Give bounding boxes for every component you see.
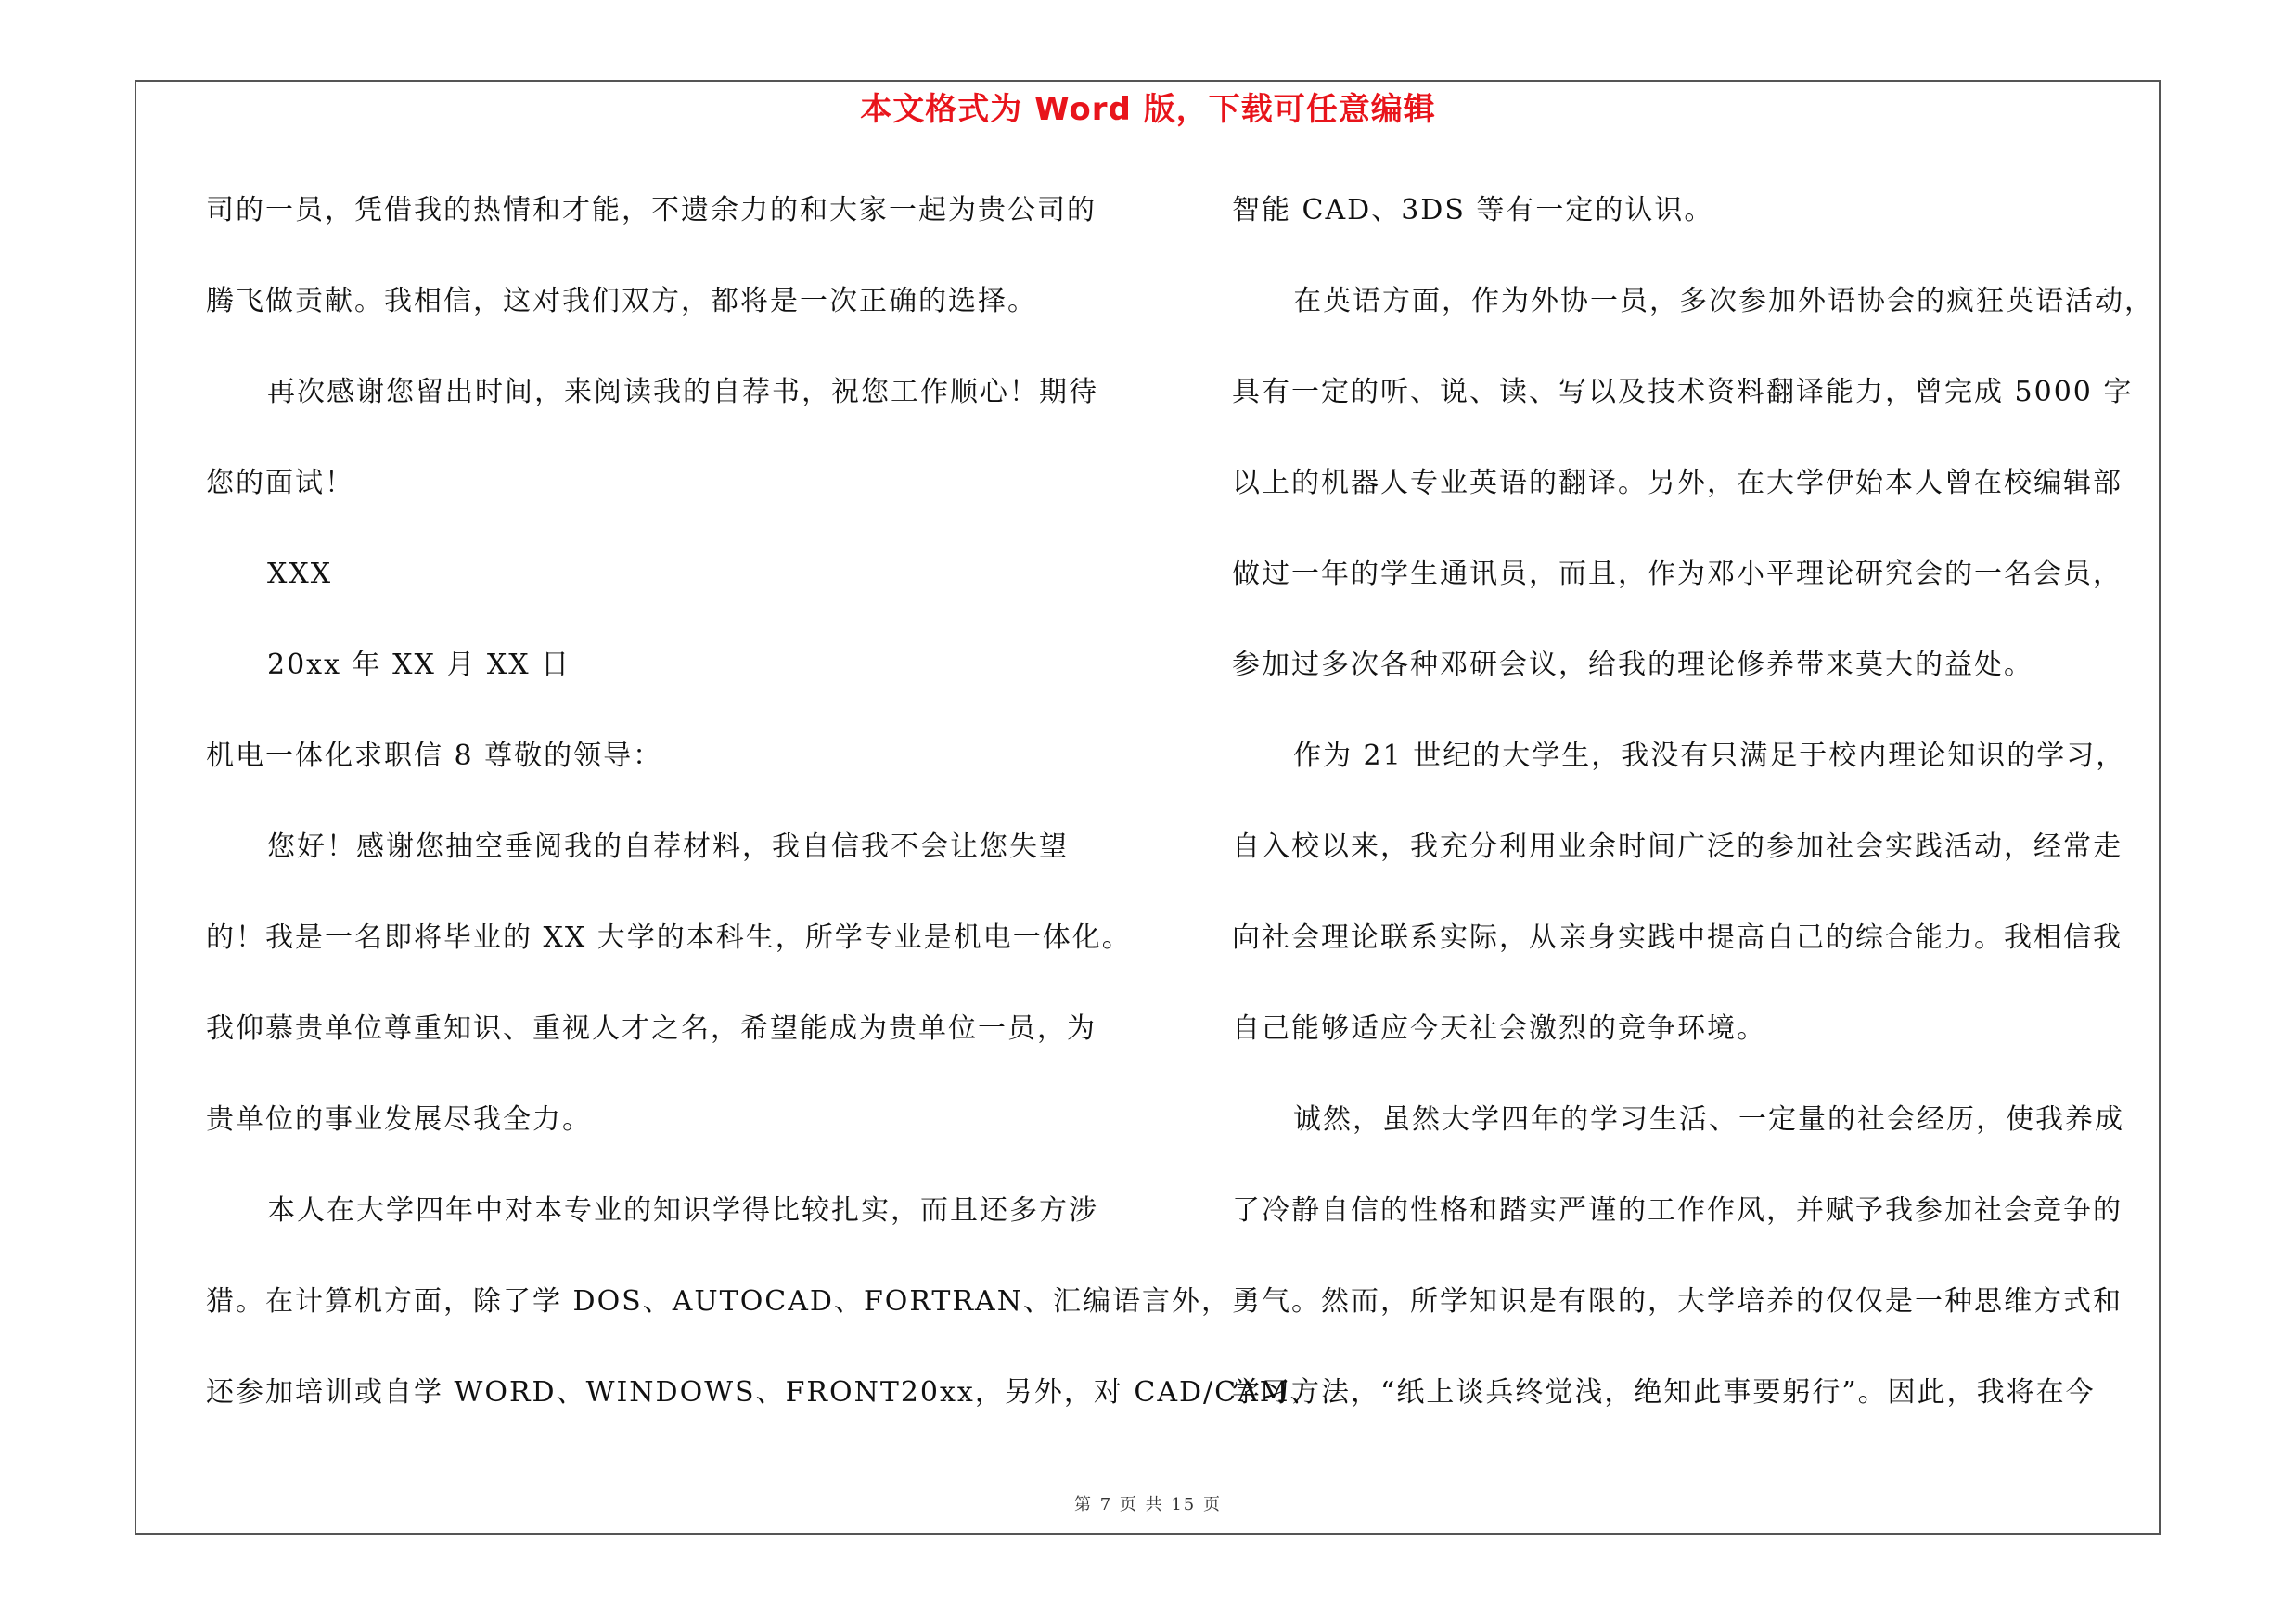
text-line: 贵单位的事业发展尽我全力。 <box>206 1103 592 1136</box>
text-line: 腾飞做贡献。我相信，这对我们双方，都将是一次正确的选择。 <box>206 285 1037 317</box>
text-line: 的！我是一名即将毕业的 XX 大学的本科生，所学专业是机电一体化。 <box>206 921 1132 954</box>
text-line: 20xx 年 XX 月 XX 日 <box>267 649 571 681</box>
text-line: 您好！感谢您抽空垂阅我的自荐材料，我自信我不会让您失望 <box>267 831 1069 863</box>
text-line: 司的一员，凭借我的热情和才能，不遗余力的和大家一起为贵公司的 <box>206 194 1097 226</box>
text-line: 做过一年的学生通讯员，而且，作为邓小平理论研究会的一名会员， <box>1232 558 2123 590</box>
text-line: 猎。在计算机方面，除了学 DOS、AUTOCAD、FORTRAN、汇编语言外， <box>206 1285 1231 1318</box>
text-line: 再次感谢您留出时间，来阅读我的自荐书，祝您工作顺心！期待 <box>267 376 1098 408</box>
text-line: XXX <box>267 558 333 590</box>
text-line: 了冷静自信的性格和踏实严谨的工作作风，并赋予我参加社会竞争的 <box>1232 1194 2123 1227</box>
text-line: 自己能够适应今天社会激烈的竞争环境。 <box>1232 1012 1766 1045</box>
text-line: 在英语方面，作为外协一员，多次参加外语协会的疯狂英语活动， <box>1293 285 2154 317</box>
text-line: 作为 21 世纪的大学生，我没有只满足于校内理论知识的学习， <box>1293 740 2126 772</box>
text-line: 学习方法，“纸上谈兵终觉浅，绝知此事要躬行”。因此，我将在今 <box>1232 1376 2096 1409</box>
text-line: 参加过多次各种邓研会议，给我的理论修养带来莫大的益处。 <box>1232 649 2033 681</box>
left-text-column <box>206 184 1320 1457</box>
text-line: 智能 CAD、3DS 等有一定的认识。 <box>1232 194 1714 226</box>
text-line: 以上的机器人专业英语的翻译。另外，在大学伊始本人曾在校编辑部 <box>1232 467 2123 499</box>
text-line: 勇气。然而，所学知识是有限的，大学培养的仅仅是一种思维方式和 <box>1232 1285 2123 1318</box>
text-line: 自入校以来，我充分利用业余时间广泛的参加社会实践活动，经常走 <box>1232 831 2123 863</box>
text-line: 本人在大学四年中对本专业的知识学得比较扎实，而且还多方涉 <box>267 1194 1098 1227</box>
text-line: 还参加培训或自学 WORD、WINDOWS、FRONT20xx，另外，对 CAD/CAM、 <box>206 1376 1320 1409</box>
text-line: 机电一体化求职信 8 尊敬的领导： <box>206 740 663 772</box>
right-text-column <box>1232 184 2169 1457</box>
text-line: 具有一定的听、说、读、写以及技术资料翻译能力，曾完成 5000 字 <box>1232 376 2134 408</box>
page-number-footer: 第 7 页 共 15 页 <box>1074 1495 1222 1514</box>
text-line: 我仰慕贵单位尊重知识、重视人才之名，希望能成为贵单位一员，为 <box>206 1012 1097 1045</box>
text-line: 您的面试！ <box>206 467 354 499</box>
text-line: 诚然，虽然大学四年的学习生活、一定量的社会经历，使我养成 <box>1293 1103 2124 1136</box>
format-banner: 本文格式为 Word 版，下载可任意编辑 <box>860 91 1436 128</box>
text-line: 向社会理论联系实际，从亲身实践中提高自己的综合能力。我相信我 <box>1232 921 2123 954</box>
